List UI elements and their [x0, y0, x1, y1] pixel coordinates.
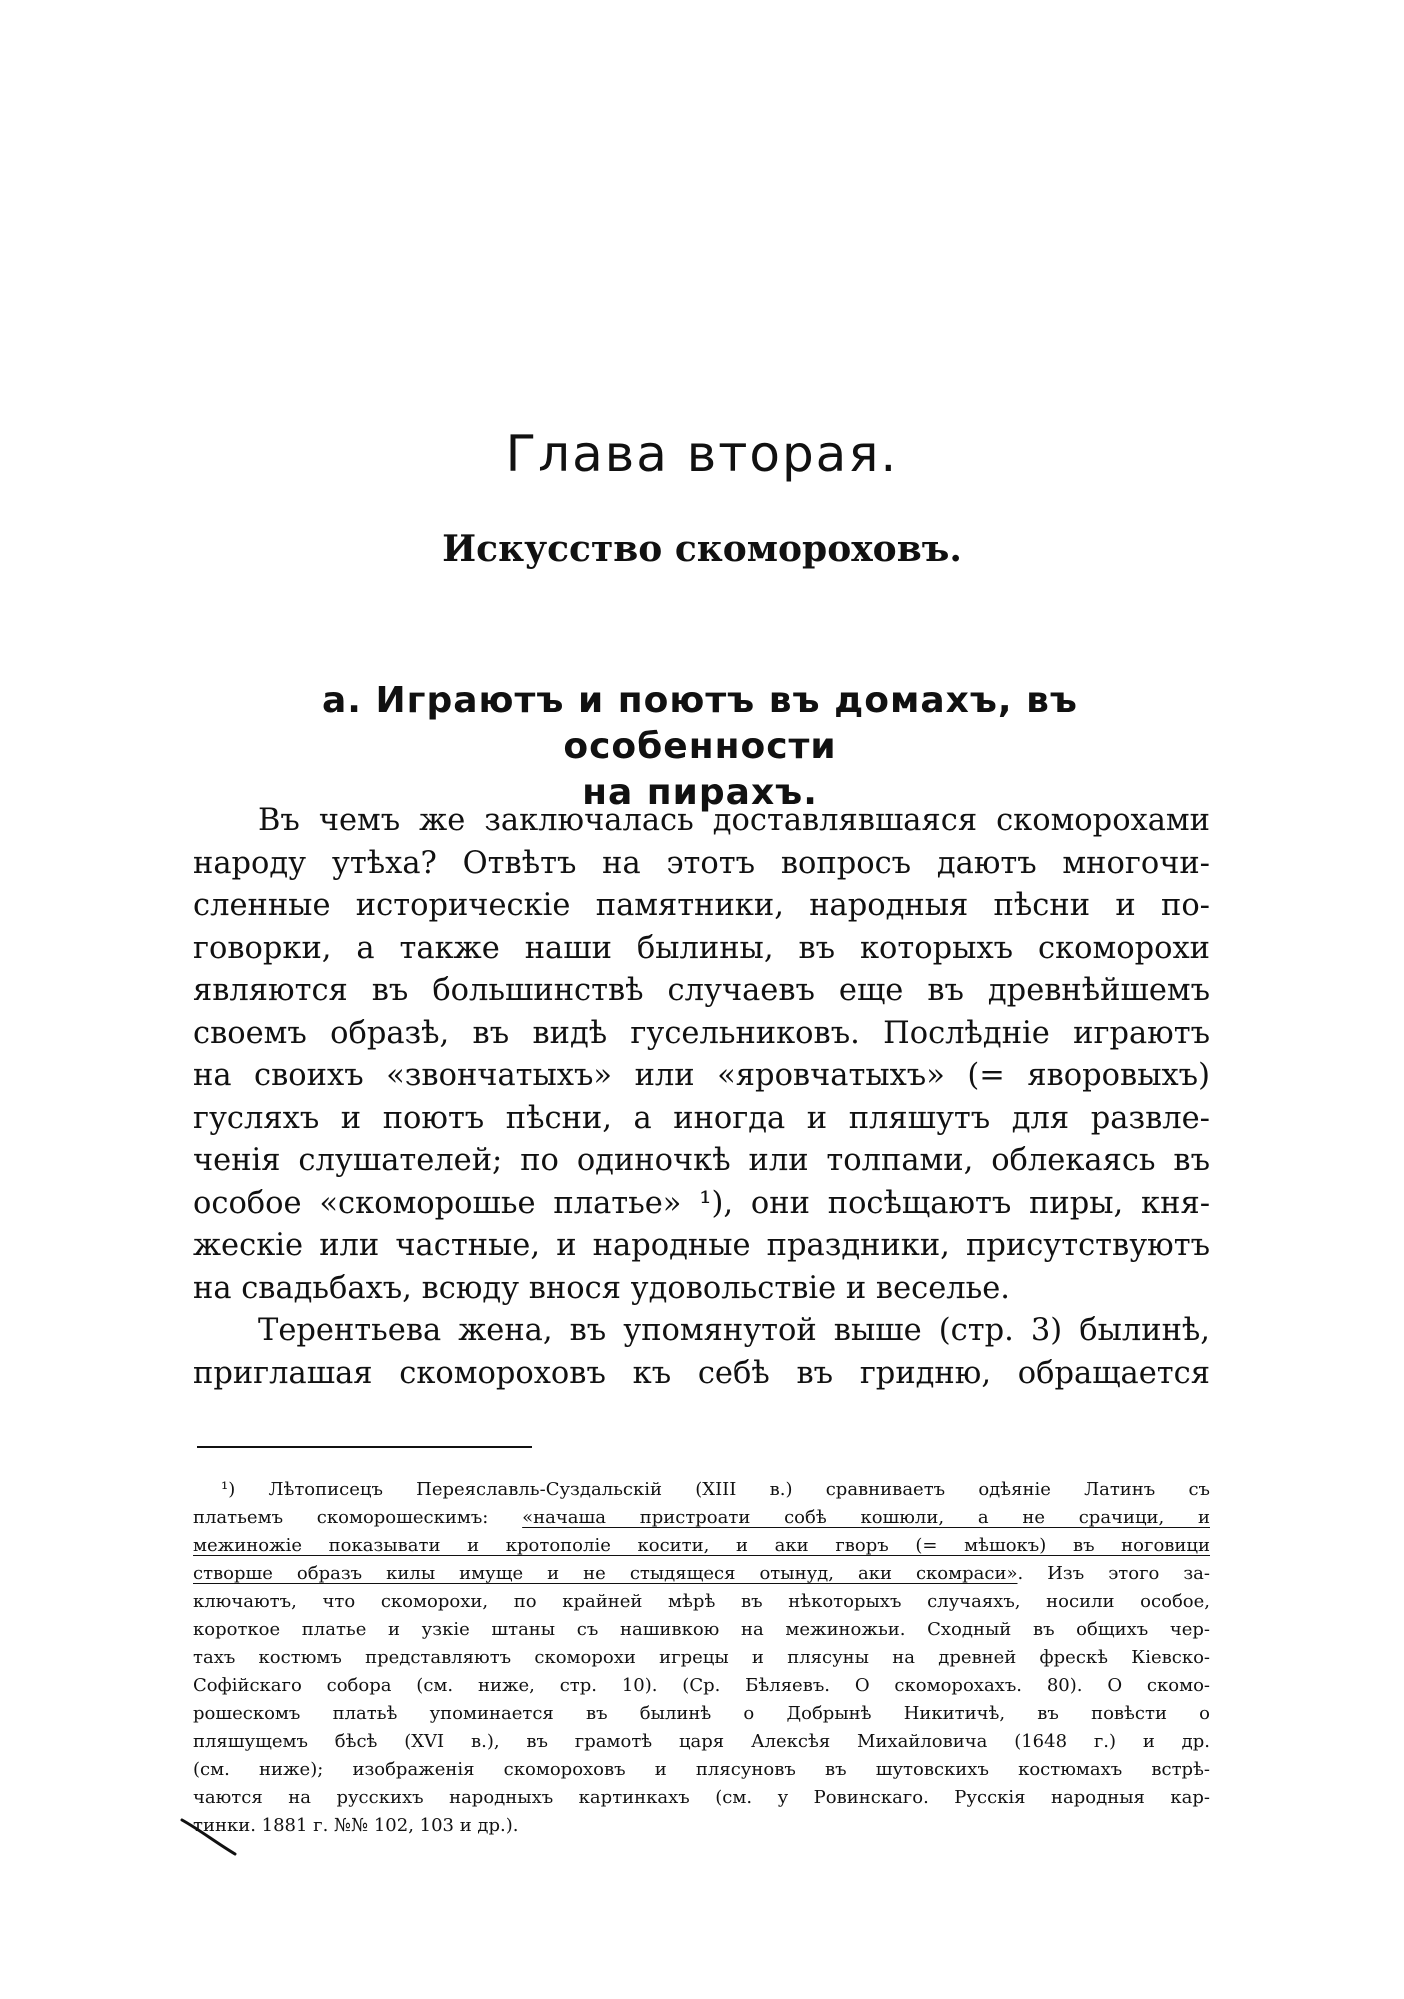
- body-line: жескіе или частные, и народные праздники, присутствуютъ: [193, 1228, 1210, 1263]
- body-line: своемъ образѣ, въ видѣ гусельниковъ. Послѣдніе играютъ: [193, 1015, 1210, 1051]
- body-line: Въ чемъ же заключалась доставлявшаяся скоморохами: [258, 803, 1210, 838]
- body-line: Терентьева жена, въ упомянутой выше (стр. 3) былинѣ,: [258, 1313, 1210, 1348]
- pen-mark-stroke: [180, 1818, 240, 1858]
- footnote-text: Лѣтописецъ Переяславль-Суздальскій (XIII в.) сравниваетъ одѣяніе Латинъ съ: [268, 1479, 1210, 1500]
- footnote-line: (см. ниже); изображенія скомороховъ и плясуновъ въ шутовскихъ костюмахъ встрѣ-: [193, 1759, 1210, 1780]
- footnote-line: чаются на русскихъ народныхъ картинкахъ (см. у Ровинскаго. Русскія народныя кар-: [193, 1787, 1210, 1808]
- footnote-underlined-quote: «начаша пристроати собѣ кошюли, а не срачици, и: [522, 1507, 1210, 1528]
- section-heading-line: на пирахъ.: [582, 772, 818, 813]
- footnote-divider: [197, 1446, 532, 1448]
- body-line: сленные историческіе памятники, народныя пѣсни и по-: [193, 888, 1210, 923]
- footnote-underlined-quote: створше образъ килы имуще и не стыдящеся отынуд, аки скомраси»: [193, 1563, 1018, 1584]
- footnote-line: [193, 1476, 1210, 1504]
- chapter-title: Глава вторая.: [505, 425, 899, 483]
- body-line: на своихъ «звончатыхъ» или «яровчатыхъ» (= яворовыхъ): [193, 1058, 1210, 1093]
- footnote: [193, 1476, 1210, 1840]
- footnote-line: рошескомъ платьѣ упоминается въ былинѣ о Добрынѣ Никитичѣ, въ повѣсти о: [193, 1703, 1210, 1724]
- footnote-line: [193, 1504, 1210, 1532]
- body-line: приглашая скомороховъ къ себѣ въ гридню, обращается: [193, 1355, 1210, 1391]
- footnote-line: тинки. 1881 г. №№ 102, 103 и др.).: [193, 1815, 519, 1836]
- footnote-line: [193, 1532, 1210, 1560]
- footnote-text: . Изъ этого за-: [1017, 1563, 1210, 1584]
- footnote-line: короткое платье и узкіе штаны съ нашивкою на межиножьи. Сходный въ общихъ чер-: [193, 1619, 1210, 1640]
- footnote-line: ключаютъ, что скоморохи, по крайней мѣрѣ въ нѣкоторыхъ случаяхъ, носили особое,: [193, 1591, 1210, 1612]
- body-line: особое «скоморошье платье» ¹), они посѣщаютъ пиры, кня-: [193, 1185, 1210, 1221]
- footnote-text: платьемъ скоморошескимъ:: [193, 1507, 523, 1528]
- chapter-subtitle: Искусство скомороховъ.: [442, 528, 962, 570]
- body-line: народу утѣха? Отвѣтъ на этотъ вопросъ даютъ многочи-: [193, 845, 1210, 881]
- body-line: говорки, а также наши былины, въ которыхъ скоморохи: [193, 930, 1210, 966]
- body-line: ченія слушателей; по одиночкѣ или толпами, облекаясь въ: [193, 1143, 1210, 1178]
- body-line: являются въ большинствѣ случаевъ еще въ древнѣйшемъ: [193, 973, 1210, 1008]
- footnote-marker: ¹): [221, 1479, 269, 1500]
- section-heading: [190, 678, 1210, 816]
- footnote-line: пляшущемъ бѣсѣ (XVI в.), въ грамотѣ царя Алексѣя Михайловича (1648 г.) и др.: [193, 1731, 1210, 1752]
- section-heading-line: а. Играютъ и поютъ въ домахъ, въ особенности: [322, 680, 1078, 767]
- body-line: на свадьбахъ, всюду внося удовольствіе и веселье.: [193, 1270, 1011, 1306]
- footnote-line: [193, 1560, 1210, 1588]
- body-line: гусляхъ и поютъ пѣсни, а иногда и пляшутъ для развле-: [193, 1100, 1210, 1136]
- body-paragraphs: [193, 800, 1210, 1395]
- footnote-underlined-quote: межиножіе показывати и кротополіе косити, и аки гворъ (= мѣшокъ) въ ноговици: [193, 1535, 1210, 1556]
- footnote-line: Софійскаго собора (см. ниже, стр. 10). (Ср. Бѣляевъ. О скоморохахъ. 80). О скомо-: [193, 1675, 1210, 1696]
- footnote-line: тахъ костюмъ представляютъ скоморохи игрецы и плясуны на древней фрескѣ Кіевско-: [193, 1647, 1210, 1668]
